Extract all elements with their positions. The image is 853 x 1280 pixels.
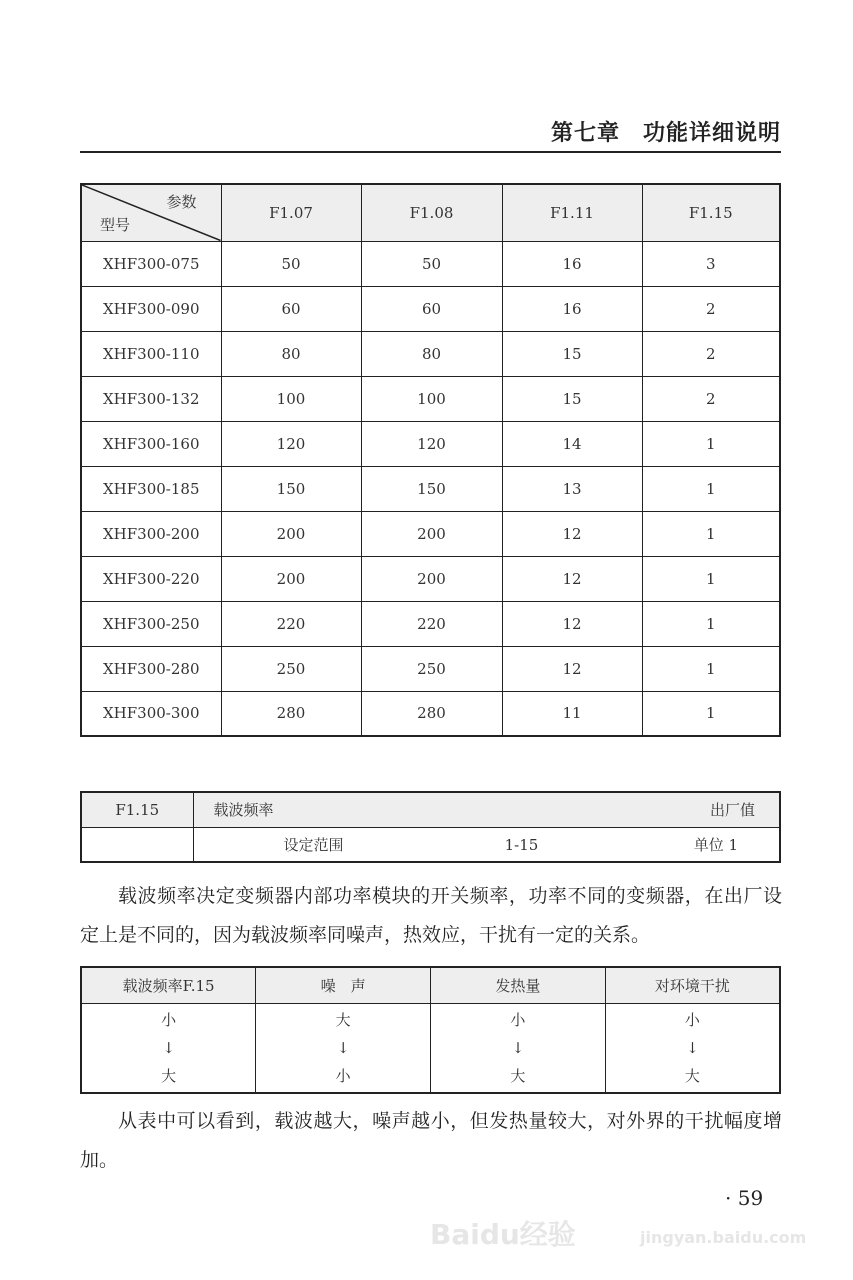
table-row xyxy=(81,556,780,601)
column-header: F1.15 xyxy=(642,184,780,241)
table-row xyxy=(81,286,780,331)
down-arrow-icon: ↓ xyxy=(511,1038,525,1057)
value-cell: 120 xyxy=(361,421,502,466)
value-cell: 15 xyxy=(502,376,642,421)
value-cell: 3 xyxy=(642,241,780,286)
param-name-cell xyxy=(193,792,780,827)
value-cell: 100 xyxy=(361,376,502,421)
model-cell: XHF300-110 xyxy=(81,331,221,376)
value-cell: 12 xyxy=(502,556,642,601)
value-cell: 60 xyxy=(361,286,502,331)
value-cell: 12 xyxy=(502,601,642,646)
diagonal-header-cell xyxy=(81,184,221,241)
value-cell: 100 xyxy=(221,376,361,421)
value-cell: 15 xyxy=(502,331,642,376)
table-row xyxy=(81,241,780,286)
trend-cell xyxy=(431,1003,606,1093)
trend-value: 小 xyxy=(335,1066,351,1085)
model-cell: XHF300-185 xyxy=(81,466,221,511)
value-cell: 150 xyxy=(221,466,361,511)
param-code: F1.15 xyxy=(81,792,193,827)
range-label: 设定范围 xyxy=(283,835,344,854)
model-cell: XHF300-132 xyxy=(81,376,221,421)
value-cell: 60 xyxy=(221,286,361,331)
value-cell: 200 xyxy=(221,511,361,556)
value-cell: 250 xyxy=(221,646,361,691)
value-cell: 2 xyxy=(642,376,780,421)
empty-cell xyxy=(81,827,193,862)
value-cell: 16 xyxy=(502,286,642,331)
down-arrow-icon: ↓ xyxy=(686,1038,699,1057)
table-row xyxy=(81,376,780,421)
model-cell: XHF300-280 xyxy=(81,646,221,691)
value-cell: 150 xyxy=(361,466,502,511)
trend-value: 大 xyxy=(510,1066,526,1085)
value-cell: 80 xyxy=(361,331,502,376)
value-cell: 2 xyxy=(642,286,780,331)
value-cell: 1 xyxy=(642,466,780,511)
watermark-logo: Baidu经验 xyxy=(430,1218,576,1251)
model-cell: XHF300-300 xyxy=(81,691,221,736)
table-header-row xyxy=(81,967,780,1003)
table-row xyxy=(81,1003,780,1093)
value-cell: 200 xyxy=(361,511,502,556)
trend-value: 大 xyxy=(161,1066,177,1085)
value-cell: 2 xyxy=(642,331,780,376)
trend-value: 小 xyxy=(510,1010,526,1029)
trend-cell xyxy=(256,1003,431,1093)
value-cell: 1 xyxy=(642,511,780,556)
table-row xyxy=(81,792,780,827)
table-row xyxy=(81,421,780,466)
value-cell: 220 xyxy=(361,601,502,646)
column-header: 噪 声 xyxy=(256,967,431,1003)
model-cell: XHF300-250 xyxy=(81,601,221,646)
unit-value: 单位 1 xyxy=(693,835,739,854)
corner-model-label: 型号 xyxy=(100,215,131,234)
value-cell: 1 xyxy=(642,646,780,691)
model-cell: XHF300-160 xyxy=(81,421,221,466)
column-header: F1.08 xyxy=(361,184,502,241)
table-row xyxy=(81,466,780,511)
value-cell: 50 xyxy=(221,241,361,286)
corner-param-label: 参数 xyxy=(166,193,197,211)
table-row xyxy=(81,601,780,646)
table-row xyxy=(81,691,780,736)
table-row xyxy=(81,827,780,862)
model-cell: XHF300-220 xyxy=(81,556,221,601)
model-cell: XHF300-090 xyxy=(81,286,221,331)
table-row xyxy=(81,331,780,376)
value-cell: 16 xyxy=(502,241,642,286)
default-label: 出厂值 xyxy=(709,801,755,820)
value-cell: 120 xyxy=(221,421,361,466)
trend-value: 小 xyxy=(161,1010,177,1029)
trend-cell xyxy=(605,1003,780,1093)
trend-cell xyxy=(81,1003,256,1093)
table-row xyxy=(81,646,780,691)
column-header: F1.11 xyxy=(502,184,642,241)
range-cell xyxy=(193,827,780,862)
table-row xyxy=(81,511,780,556)
value-cell: 1 xyxy=(642,556,780,601)
header-rule xyxy=(80,151,781,153)
parameter-table xyxy=(80,183,781,737)
model-cell: XHF300-200 xyxy=(81,511,221,556)
trend-value: 大 xyxy=(335,1010,351,1029)
model-cell: XHF300-075 xyxy=(81,241,221,286)
value-cell: 80 xyxy=(221,331,361,376)
param-name: 载波频率 xyxy=(213,801,274,820)
carrier-effect-table xyxy=(80,966,781,1094)
trend-value: 大 xyxy=(684,1066,700,1085)
value-cell: 11 xyxy=(502,691,642,736)
chapter-title: 第七章 功能详细说明 xyxy=(550,121,781,146)
value-cell: 13 xyxy=(502,466,642,511)
paragraph-conclusion: 从表中可以看到，载波越大，噪声越小，但发热量较大，对外界的干扰幅度增加。 xyxy=(80,1110,782,1171)
value-cell: 12 xyxy=(502,646,642,691)
value-cell: 220 xyxy=(221,601,361,646)
column-header: 载波频率F.15 xyxy=(81,967,256,1003)
down-arrow-icon: ↓ xyxy=(336,1038,350,1057)
trend-value: 小 xyxy=(684,1010,700,1029)
value-cell: 14 xyxy=(502,421,642,466)
value-cell: 1 xyxy=(642,421,780,466)
column-header: 对环境干扰 xyxy=(605,967,780,1003)
value-cell: 1 xyxy=(642,691,780,736)
value-cell: 250 xyxy=(361,646,502,691)
down-arrow-icon: ↓ xyxy=(162,1038,175,1057)
value-cell: 200 xyxy=(221,556,361,601)
value-cell: 50 xyxy=(361,241,502,286)
value-cell: 200 xyxy=(361,556,502,601)
column-header: 发热量 xyxy=(431,967,606,1003)
f115-param-table xyxy=(80,791,781,863)
value-cell: 12 xyxy=(502,511,642,556)
value-cell: 280 xyxy=(221,691,361,736)
column-header: F1.07 xyxy=(221,184,361,241)
watermark-url: jingyan.baidu.com xyxy=(640,1228,807,1247)
page-number: · 59 xyxy=(725,1186,764,1210)
value-cell: 280 xyxy=(361,691,502,736)
range-value: 1-15 xyxy=(504,835,539,854)
table-header-row xyxy=(81,184,780,241)
value-cell: 1 xyxy=(642,601,780,646)
paragraph-carrier-frequency: 载波频率决定变频器内部功率模块的开关频率，功率不同的变频器，在出厂设定上是不同的，因为载波频率同噪声，热效应，干扰有一定的关系。 xyxy=(80,885,782,946)
